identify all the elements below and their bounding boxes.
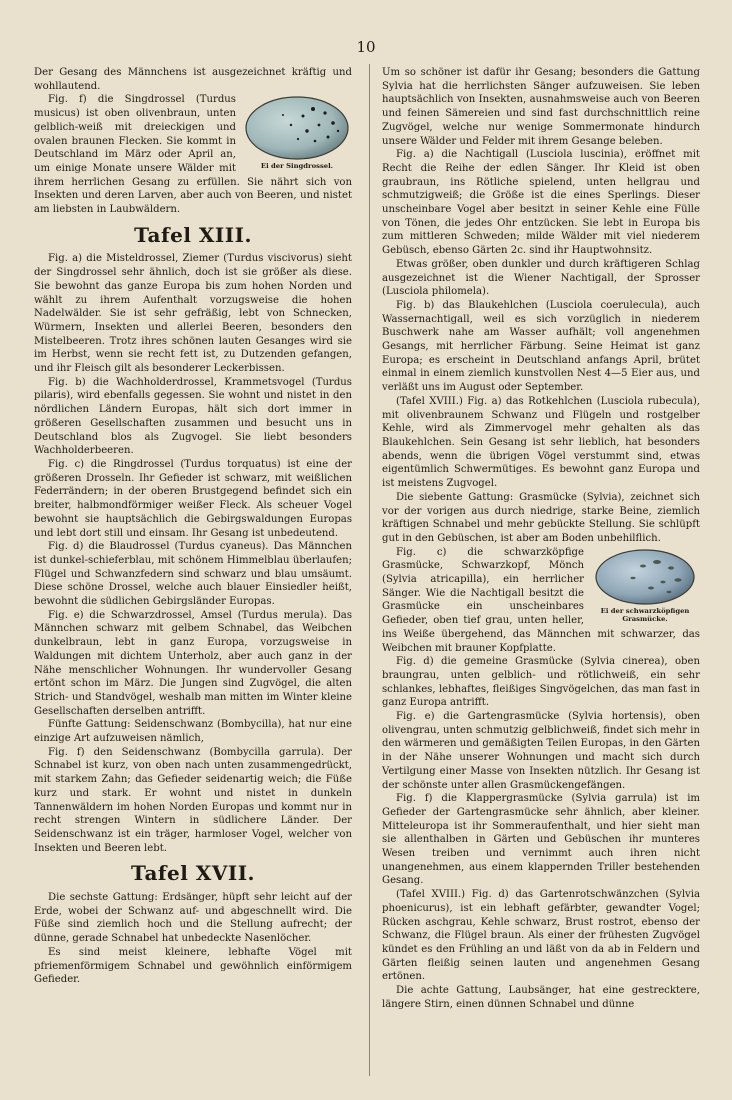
paragraph: Die achte Gattung, Laubsänger, hat eine gestrecktere, längere Stirn, einen dünnen Schnabel und dünne bbox=[382, 985, 700, 1010]
paragraph: Fünfte Gattung: Seidenschwanz (Bombycilla), hat nur eine einzige Art aufzuweisen nämlich, bbox=[34, 719, 352, 745]
paragraph: Fig. a) die Misteldrossel, Ziemer (Turdus viscivorus) sieht der Singdrossel sehr ähnlich, doch ist sie größer als diese. Sie bewohnt das ganze Europa bis zum hohen Norden und wählt zu ihrem Aufenthalt vorzugsweise die hohen Nadelwälder. Sie ist sehr gefräßig, lebt von Schnecken, Würmern, Insekten und allerlei Beeren, besonders den Mistelbeeren. Trotz ihres schönen lauten Gesanges wird sie im Herbst, wenn sie recht fett ist, zu Dutzenden gefangen, und ihr Fleisch gilt als besonderer Leckerbissen. bbox=[34, 253, 352, 375]
egg-caption: Ei der schwarzköpfigen Grasmücke. bbox=[600, 606, 690, 623]
paragraph: Fig. f) die Singdrossel (Turdus musicus) ist oben olivenbraun, unten gelblich-weiß mit dreieckigen und ovalen braunen Flecken. Sie kommt in Deutschland im März oder April an, um einige Monate unsere Wälder mit ihrem herrlichen Gesang zu erfüllen. Sie nährt sich von Insekten und deren Larven, aber auch von Beeren, und nistet am liebsten in Laubwäldern. bbox=[34, 94, 352, 216]
column-divider bbox=[369, 64, 370, 1076]
section-heading: Tafel XVII. bbox=[130, 861, 256, 886]
paragraph: Fig. a) die Nachtigall (Lusciola luscinia), eröffnet mit Recht die Reihe der edlen Sänger. Ihr Kleid ist oben graubraun, ins Rötliche spielend, unten hellgrau und schmutzigweiß; die Größe ist die eines Sperlings. Dieser unscheinbare Vogel aber besitzt in seiner Kehle eine Fülle von Tönen, die jedes Ohr entzücken. Sie lebt in Europa bis zum mittleren Schweden; milde Wälder mit viel niederem Gebüsch, ebenso Gärten 2c. sind ihr Hauptwohnsitz. bbox=[382, 149, 700, 257]
paragraph: Fig. c) die Ringdrossel (Turdus torquatus) ist eine der größeren Drosseln. Ihr Gefieder ist schwarz, mit weißlichen Federrändern; in der oberen Brustgegend befindet sich ein breiter, halbmondförmiger weißer Fleck. Als scheuer Vogel bewohnt sie hauptsächlich die Gebirgswaldungen Europas und lebt dort still und einsam. Ihr Gesang ist unbedeutend. bbox=[34, 458, 352, 539]
paragraph: Der Gesang des Männchens ist ausgezeichnet kräftig und wohllautend. bbox=[34, 67, 352, 92]
paragraph: Etwas größer, oben dunkler und durch kräftigeren Schlag ausgezeichnet ist die Wiener Nachtigall, der Sprosser (Lusciola philomela). bbox=[382, 258, 700, 298]
paragraph: Fig. f) die Klappergrasmücke (Sylvia garrula) ist im Gefieder der Gartengrasmücke sehr ähnlich, aber kleiner. Mitteleuropa ist ihr Sommeraufenthalt, und hier sieht man sie allenthalben in Gärten und Gebüschen ihr munteres Wesen treiben und vernimmt auch ihren nicht unangenehmen, aus einem klappernden Triller bestehenden Gesang. bbox=[382, 793, 700, 887]
section-heading: Tafel XIII. bbox=[134, 222, 252, 247]
egg-figure-grasmuecke bbox=[590, 548, 700, 623]
paragraph: Es sind meist kleinere, lebhafte Vögel mit pfriemenförmigem Schnabel und gewöhnlich einförmigem Gefieder. bbox=[34, 946, 352, 986]
paragraph: Fig. f) den Seidenschwanz (Bombycilla garrula). Der Schnabel ist kurz, von oben nach unten zusammengedrückt, mit starkem Zahn; das Gefieder seidenartig weich; die Füße kurz und stark. Er wohnt und nistet in dunkeln Tannenwäldern im hohen Norden Europas und kommt nur in recht strengen Wintern in südlichere Länder. Der Seidenschwanz ist ein träger, harmloser Vogel, welcher von Insekten und Beeren lebt. bbox=[34, 746, 352, 854]
paragraph: Fig. e) die Gartengrasmücke (Sylvia hortensis), oben olivengrau, unten schmutzig gelblichweiß, findet sich mehr in den wärmeren und gemäßigten Teilen Europas, in den Gärten in der Nähe unserer Wohnungen und macht sich durch Vertilgung einer Masse von Insekten nützlich. Ihr Gesang ist der schönste unter allen Grasmückengefängen. bbox=[382, 711, 700, 791]
egg-illustration bbox=[243, 95, 351, 161]
paragraph: Fig. b) die Wachholderdrossel, Krammetsvogel (Turdus pilaris), wird ebenfalls gegessen. Sie wohnt und nistet in den nördlichen Ländern Europas, hält sich dort immer in größeren Gesellschaften zusammen und besucht uns in Deutschland blos als Zugvogel. Sie liebt besonders Wachholderbeeren. bbox=[34, 376, 352, 457]
left-column bbox=[34, 66, 352, 987]
egg-figure-singdrossel bbox=[242, 95, 352, 170]
paragraph: Fig. d) die Blaudrossel (Turdus cyaneus). Das Männchen ist dunkel-schieferblau, mit schönem Himmelblau überlaufen; Flügel und Schwanzfedern sind schwarz und blau umsäumt. Diese schöne Drossel, welche auch blauer Einsiedler heißt, bewohnt die südlichen Gebirgsländer Europas. bbox=[34, 541, 352, 608]
paragraph: (Tafel XVIII.) Fig. d) das Gartenrotschwänzchen (Sylvia phoenicurus), ist ein lebhaft gefärbter, gewandter Vogel; Rücken aschgrau, Kehle schwarz, Brust rostrot, ebenso der Schwanz, die Flügel braun. Als einer der frühesten Zugvögel kündet es den Frühling an und läßt von da ab in Feldern und Gärten fleißig seinen lauten und angenehmen Gesang ertönen. bbox=[382, 889, 700, 983]
right-column bbox=[382, 66, 700, 1012]
egg-caption: Ei der Singdrossel. bbox=[260, 162, 334, 171]
paragraph: Fig. d) die gemeine Grasmücke (Sylvia cinerea), oben braungrau, unten gelblich- und rötlichweiß, ein sehr schlankes, lebhaftes, fleißiges Singvögelchen, das man fast in ganz Europa antrifft. bbox=[382, 656, 700, 709]
page-number: 10 bbox=[356, 38, 376, 56]
paragraph: Die siebente Gattung: Grasmücke (Sylvia), zeichnet sich vor der vorigen aus durch niedrige, starke Beine, ziemlich kräftigen Schnabel und mehr gebückte Stellung. Sie schlüpft gut in den Gebüschen, ist aber am Boden unbehilflich. bbox=[382, 491, 700, 544]
paragraph: (Tafel XVIII.) Fig. a) das Rotkehlchen (Lusciola rubecula), mit olivenbraunem Schwanz und Flügeln und rostgelber Kehle, wird als Zimmervogel mehr gehalten als das Blaukehlchen. Sein Gesang ist sehr lieblich, hat besonders abends, wenn die übrigen Vögel verstummt sind, etwas eigentümlich Schwermütiges. Es bewohnt ganz Europa und ist meistens Zugvogel. bbox=[382, 395, 700, 490]
paragraph: Um so schöner ist dafür ihr Gesang; besonders die Gattung Sylvia hat die herrlichsten Sänger aufzuweisen. Sie leben hauptsächlich von Insekten, ausnahmsweise auch von Beeren und feinen Sämereien und sind fast durchschnittlich reine Zugvögel, welche nur wenige Sommermonate hindurch unsere Wälder und Felder mit ihrem Gesange beleben. bbox=[382, 67, 700, 147]
egg-illustration bbox=[593, 548, 697, 606]
paragraph: Fig. b) das Blaukehlchen (Lusciola coerulecula), auch Wassernachtigall, weil es sich vorzüglich in niederem Buschwerk nahe am Wasser aufhält; voll angenehmen Gesangs, mit herrlicher Färbung. Seine Heimat ist ganz Europa; es erscheint in Deutschland anfangs April, brütet einmal in einem ziemlich kunstvollen Nest 4—5 Eier aus, und verläßt uns im August oder September. bbox=[382, 299, 700, 394]
paragraph: Die sechste Gattung: Erdsänger, hüpft sehr leicht auf der Erde, wobei der Schwanz auf- und abgeschnellt wird. Die Füße sind ziemlich hoch und die Stellung aufrecht; der dünne, gerade Schnabel hat unbedeckte Nasenlöcher. bbox=[34, 892, 352, 945]
paragraph: Fig. e) die Schwarzdrossel, Amsel (Turdus merula). Das Männchen schwarz mit gelbem Schnabel, das Weibchen dunkelbraun, lebt in ganz Europa, vorzugsweise in Waldungen mit dichtem Unterholz, aber auch ganz in der Nähe menschlicher Wohnungen. Ihr wundervoller Gesang ertönt schon im März. Die Jungen sind Zugvögel, die alten Strich- und Standvögel, weshalb man mitten im Winter kleine Gesellschaften derselben antrifft. bbox=[34, 609, 352, 717]
paragraph: Fig. c) die schwarzköpfige Grasmücke, Schwarzkopf, Mönch (Sylvia atricapilla), ein herrlicher Sänger. Wie die Nachtigall besitzt die Grasmücke ein unscheinbares Gefieder, oben tief grau, unten heller, ins Weiße übergehend, das Männchen mit schwarzer, das Weibchen mit brauner Kopfplatte. bbox=[382, 546, 700, 654]
